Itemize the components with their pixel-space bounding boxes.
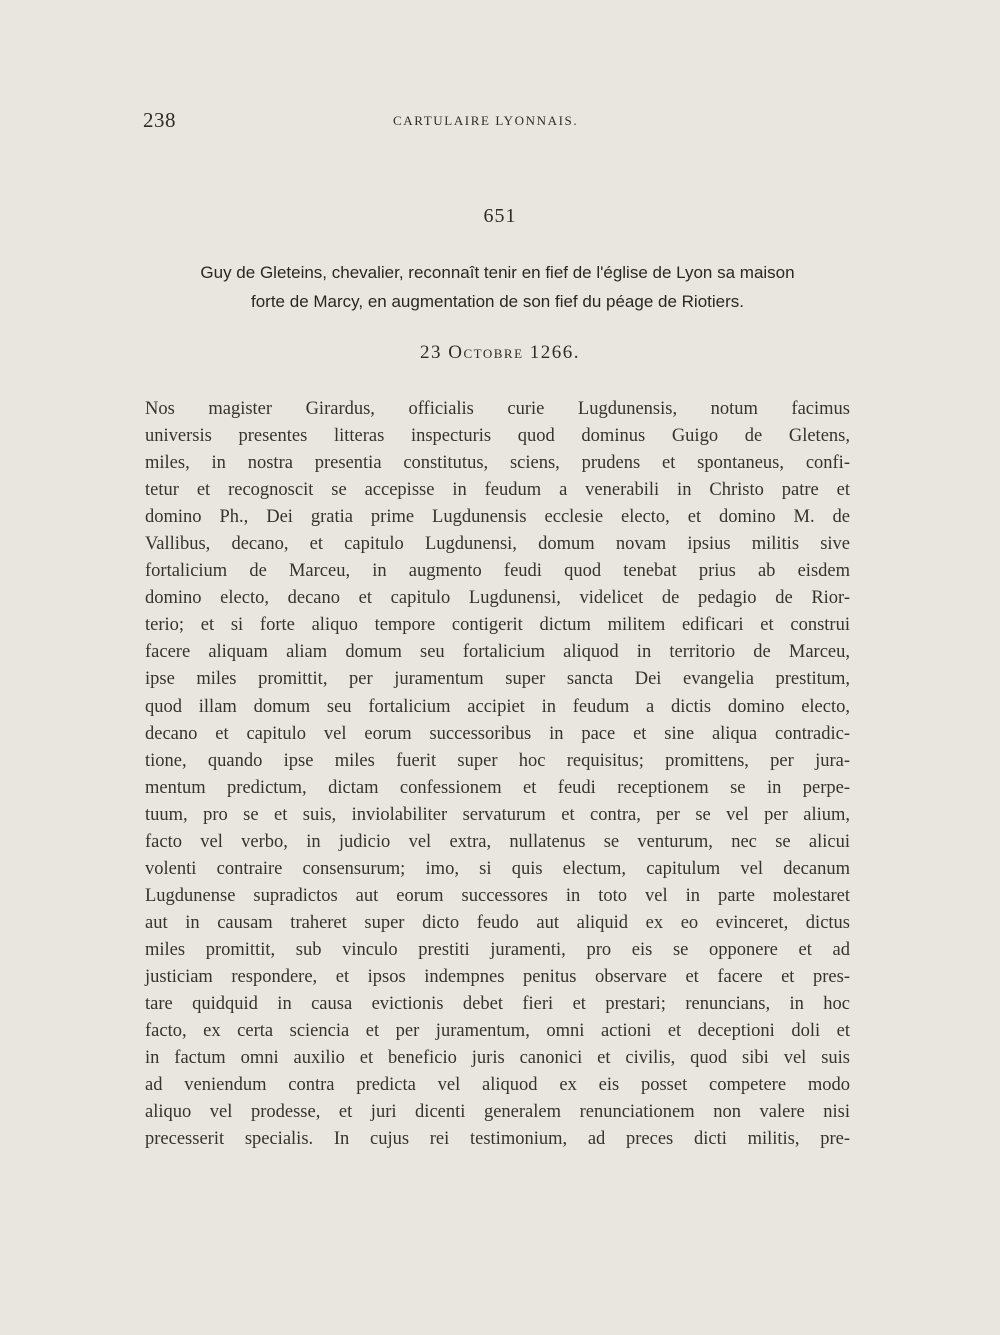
text-line: decano et capitulo vel eorum successoribus in pace et sine aliqua contradic- [145, 723, 850, 744]
text-line: terio; et si forte aliquo tempore contigerit dictum militem edificari et construi [145, 615, 850, 636]
text-line: tuum, pro se et suis, inviolabiliter servaturum et contra, per se vel per alium, [145, 804, 850, 825]
text-line: Lugdunense supradictos aut eorum successores in toto vel in parte molestaret [145, 885, 850, 906]
text-line: aut in causam traheret super dicto feudo aut aliquid ex eo evinceret, dictus [145, 912, 850, 933]
document-number: 651 [483, 205, 517, 227]
text-line: facto, ex certa sciencia et per juramentum, omni actioni et deceptioni doli et [145, 1021, 850, 1042]
text-line: miles, in nostra presentia constitutus, sciens, prudens et spontaneus, confi- [145, 453, 850, 474]
summary-line: Guy de Gleteins, chevalier, reconnaît tenir en fief de l'église de Lyon sa maison [200, 263, 795, 282]
text-line: quod illam domum seu fortalicium accipiet in feudum a dictis domino electo, [145, 696, 850, 717]
text-line: facto vel verbo, in judicio vel extra, nullatenus se venturum, nec se alicui [145, 831, 850, 852]
text-line: tetur et recognoscit se accepisse in feudum a venerabili in Christo patre et [145, 480, 850, 501]
text-line: mentum predictum, dictam confessionem et feudi receptionem se in perpe- [145, 777, 850, 798]
document-summary [140, 258, 855, 316]
text-line: universis presentes litteras inspecturis quod dominus Guigo de Gletens, [145, 426, 850, 447]
text-line: tione, quando ipse miles fuerit super hoc requisitus; promittens, per jura- [145, 750, 850, 771]
charter-text [145, 396, 850, 1153]
text-line: justiciam respondere, et ipsos indempnes penitus observare et facere et pres- [145, 966, 850, 987]
text-line: facere aliquam aliam domum seu fortalicium aliquod in territorio de Marceu, [145, 642, 850, 663]
text-line: ipse miles promittit, per juramentum super sancta Dei evangelia prestitum, [145, 669, 850, 690]
page-number: 238 [143, 108, 176, 132]
text-line: domino electo, decano et capitulo Lugdunensi, videlicet de pedagio de Rior- [145, 588, 850, 609]
text-line: tare quidquid in causa evictionis debet fieri et prestari; renuncians, in hoc [145, 994, 850, 1015]
running-title: CARTULAIRE LYONNAIS. [393, 113, 579, 128]
text-line: Vallibus, decano, et capitulo Lugdunensi, domum novam ipsius militis sive [145, 534, 850, 555]
text-line: fortalicium de Marceu, in augmento feudi quod tenebat prius ab eisdem [145, 561, 850, 582]
text-line: domino Ph., Dei gratia prime Lugdunensis ecclesie electo, et domino M. de [145, 507, 850, 528]
text-line: volenti contraire consensurum; imo, si quis electum, capitulum vel decanum [145, 858, 850, 879]
text-line: Nos magister Girardus, officialis curie Lugdunensis, notum facimus [145, 399, 850, 419]
text-line: precesserit specialis. In cujus rei testimonium, ad preces dicti militis, pre- [145, 1129, 850, 1150]
document-date: 23 Octobre 1266. [419, 342, 581, 363]
text-line: miles promittit, sub vinculo prestiti juramenti, pro eis se opponere et ad [145, 939, 850, 960]
text-line: ad veniendum contra predicta vel aliquod ex eis posset competere modo [145, 1075, 850, 1096]
text-line: in factum omni auxilio et beneficio juris canonici et civilis, quod sibi vel suis [145, 1048, 850, 1069]
text-line: aliquo vel prodesse, et juri dicenti generalem renunciationem non valere nisi [145, 1102, 850, 1123]
page-header [143, 108, 848, 138]
summary-line: forte de Marcy, en augmentation de son fief du péage de Riotiers. [251, 292, 744, 311]
